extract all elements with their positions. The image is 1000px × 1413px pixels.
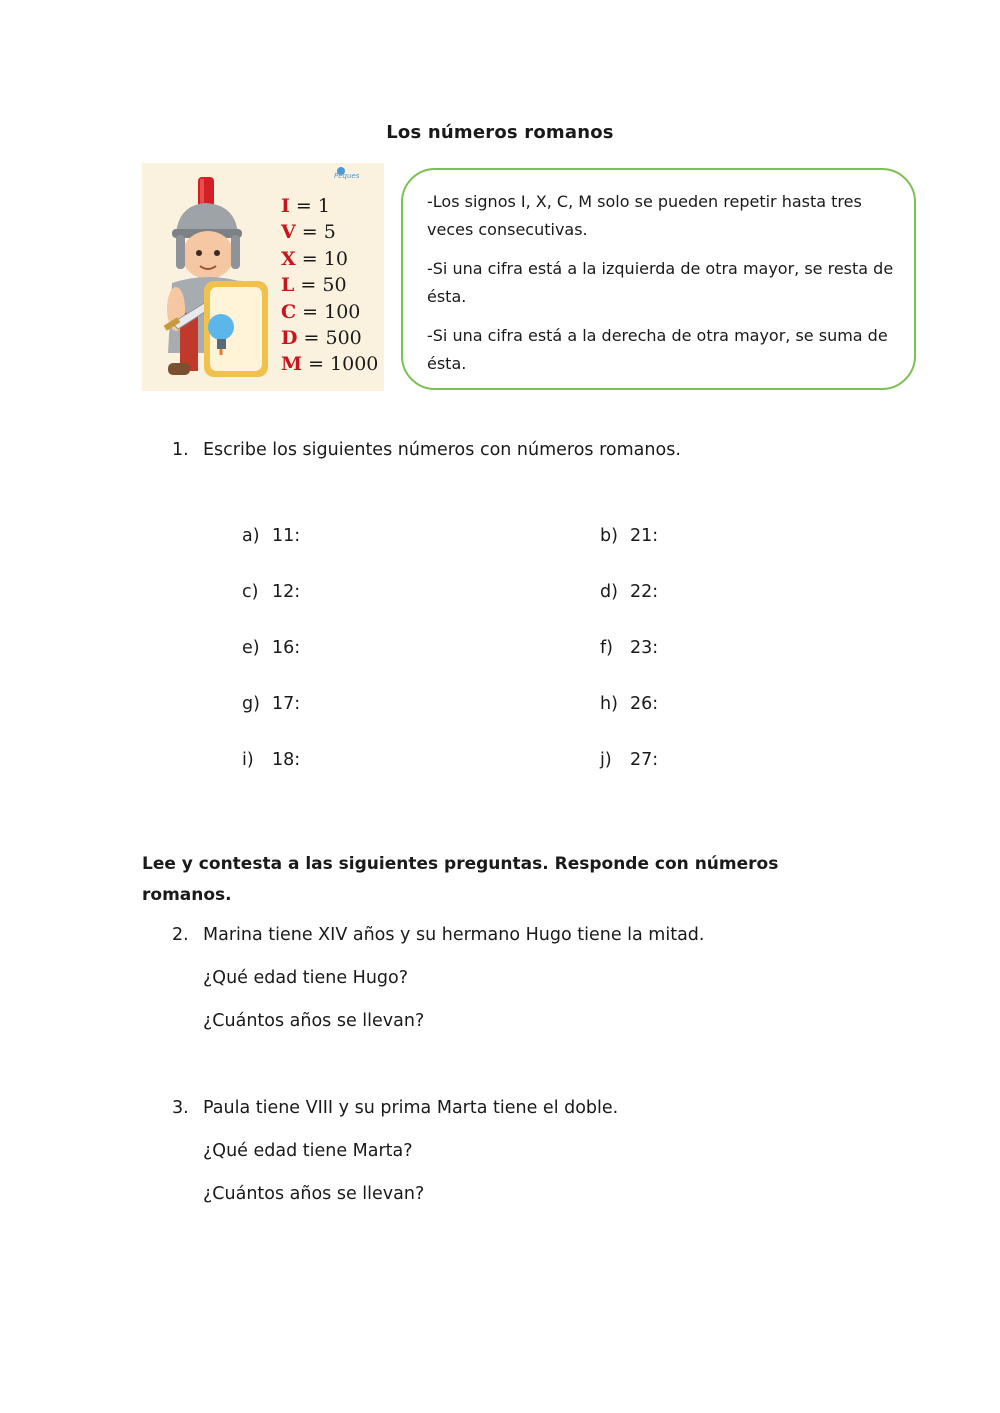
item-value: 17: <box>272 694 301 714</box>
brand-logo: Peques <box>334 172 360 180</box>
item-value: 27: <box>630 750 659 770</box>
roman-symbol: M <box>281 353 303 376</box>
item-label: c) <box>242 582 259 602</box>
exercise-2-number: 2. <box>172 925 189 945</box>
legend-row <box>281 246 381 272</box>
item-label: b) <box>600 526 618 546</box>
exercise-2-question-1: ¿Qué edad tiene Hugo? <box>203 968 409 988</box>
item-value: 12: <box>272 582 301 602</box>
item-label: d) <box>600 582 618 602</box>
exercise-3-statement: Paula tiene VIII y su prima Marta tiene el doble. <box>203 1098 619 1118</box>
exercise-3-question-1: ¿Qué edad tiene Marta? <box>203 1141 413 1161</box>
roman-legend <box>281 193 381 378</box>
exercise-1-instruction: Escribe los siguientes números con números romanos. <box>203 440 681 460</box>
exercise-3-question-2: ¿Cuántos años se llevan? <box>203 1184 425 1204</box>
exercise-1-number: 1. <box>172 440 189 460</box>
item-value: 23: <box>630 638 659 658</box>
item-label: h) <box>600 694 618 714</box>
rules-box <box>401 168 916 390</box>
legend-row <box>281 351 381 377</box>
exercise-3-number: 3. <box>172 1098 189 1118</box>
rule-text: -Los signos I, X, C, M solo se pueden repetir hasta tres veces consecutivas. <box>427 192 862 239</box>
roman-symbol: X <box>281 247 296 270</box>
roman-symbol: L <box>281 274 295 297</box>
section-2-intro: Lee y contesta a las siguientes preguntas. Responde con números romanos. <box>142 854 779 905</box>
legend-row <box>281 272 381 298</box>
roman-value: = 100 <box>296 300 361 323</box>
item-value: 11: <box>272 526 301 546</box>
roman-symbol: V <box>281 221 296 244</box>
roman-value: = 10 <box>295 247 348 270</box>
item-label: f) <box>600 638 613 658</box>
roman-symbol: C <box>281 300 297 323</box>
roman-value: = 5 <box>295 221 336 244</box>
roman-numerals-chart <box>142 163 384 391</box>
rule-text: -Si una cifra está a la izquierda de otra mayor, se resta de ésta. <box>427 259 894 306</box>
item-label: j) <box>600 750 612 770</box>
roman-symbol: I <box>281 195 290 217</box>
item-label: e) <box>242 638 260 658</box>
item-value: 16: <box>272 638 301 658</box>
exercise-2-question-2: ¿Cuántos años se llevan? <box>203 1011 425 1031</box>
legend-row <box>281 325 381 351</box>
legend-row <box>281 193 381 219</box>
item-value: 26: <box>630 694 659 714</box>
roman-value: = 1 <box>289 195 330 217</box>
item-label: i) <box>242 750 254 770</box>
item-label: a) <box>242 526 260 546</box>
legend-row <box>281 299 381 325</box>
exercise-2-statement: Marina tiene XIV años y su hermano Hugo tiene la mitad. <box>203 925 705 945</box>
item-value: 22: <box>630 582 659 602</box>
roman-value: = 50 <box>294 274 347 297</box>
item-label: g) <box>242 694 260 714</box>
rule-text: -Si una cifra está a la derecha de otra mayor, se suma de ésta. <box>427 326 888 373</box>
roman-value: = 500 <box>297 327 362 350</box>
roman-value: = 1000 <box>302 353 379 376</box>
page-title: Los números romanos <box>386 122 614 143</box>
roman-symbol: D <box>281 327 298 350</box>
item-value: 21: <box>630 526 659 546</box>
item-value: 18: <box>272 750 301 770</box>
legend-row <box>281 219 381 245</box>
